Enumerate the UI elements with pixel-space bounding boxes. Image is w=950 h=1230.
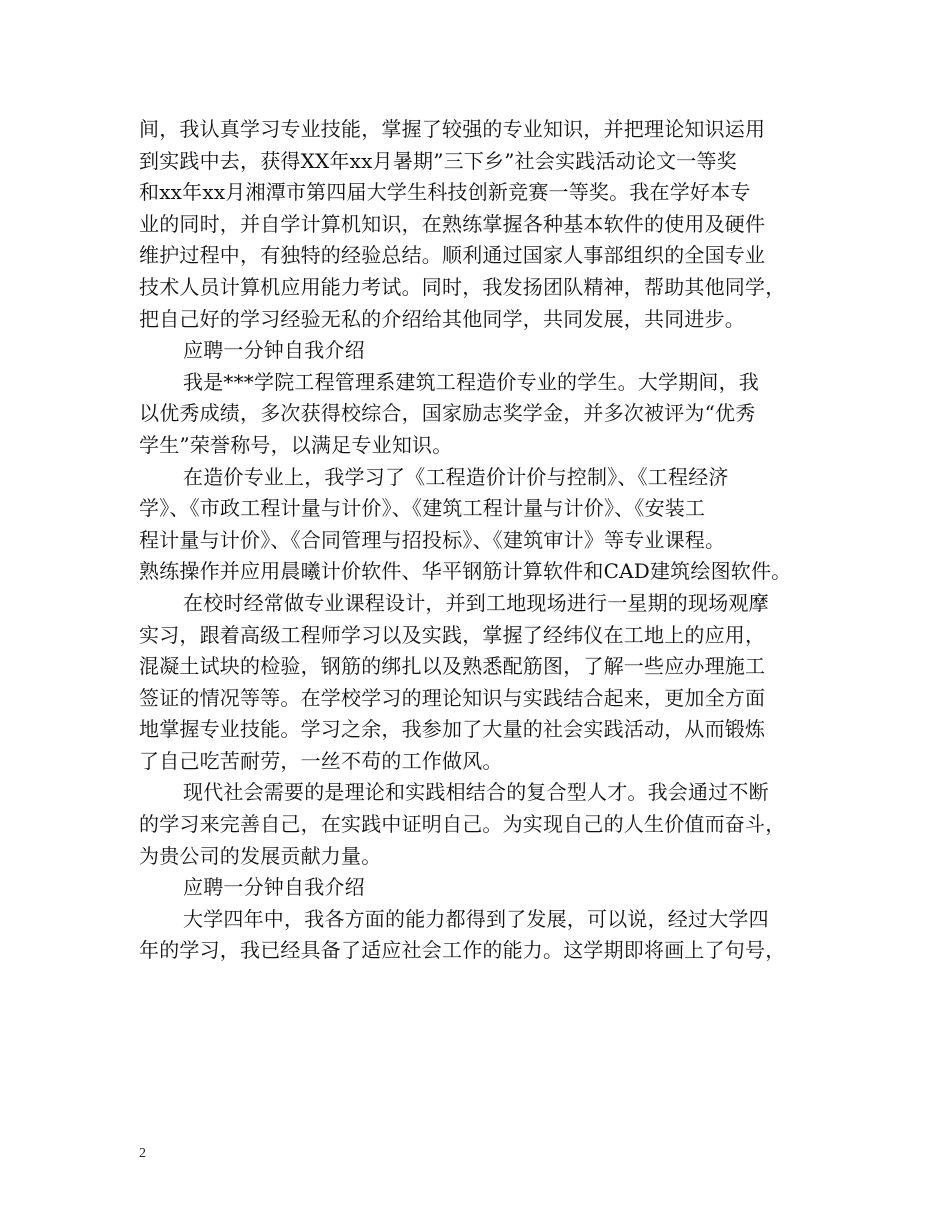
text-line: 在校时经常做专业课程设计，并到工地现场进行一星期的现场观摩 [183, 590, 769, 615]
text-line: 应聘一分钟自我介绍 [183, 338, 365, 363]
text-line: 业的同时，并自学计算机知识，在熟练掌握各种基本软件的使用及硬件 [139, 211, 766, 236]
text-line: 大学四年中，我各方面的能力都得到了发展，可以说，经过大学四 [183, 906, 769, 931]
text-line: 签证的情况等等。在学校学习的理论知识与实践结合起来，更加全方面 [139, 685, 766, 710]
text-line: 以优秀成绩，多次获得校综合，国家励志奖学金，并多次被评为“优秀 [139, 401, 756, 426]
text-line: 技术人员计算机应用能力考试。同时，我发扬团队精神，帮助其他同学， [139, 274, 786, 299]
text-line: 我是***学院工程管理系建筑工程造价专业的学生。大学期间，我 [183, 369, 759, 394]
text-line: 和xx年xx月湘潭市第四届大学生科技创新竞赛一等奖。我在学好本专 [139, 180, 751, 205]
document-body [139, 114, 821, 967]
text-line: 学生”荣誉称号，以满足专业知识。 [139, 432, 453, 457]
text-line: 应聘一分钟自我介绍 [183, 875, 365, 900]
text-line: 在造价专业上，我学习了《工程造价计价与控制》、《工程经济 [183, 464, 729, 489]
page-number: 2 [139, 1146, 146, 1161]
text-line: 实习，跟着高级工程师学习以及实践，掌握了经纬仪在工地上的应用， [139, 622, 766, 647]
text-line: 间，我认真学习专业技能，掌握了较强的专业知识，并把理论知识运用 [139, 117, 766, 141]
text-line: 现代社会需要的是理论和实践相结合的复合型人才。我会通过不断 [183, 780, 769, 805]
text-line: 了自己吃苦耐劳，一丝不苟的工作做风。 [139, 748, 503, 773]
text-line: 的学习来完善自己，在实践中证明自己。为实现自己的人生价值而奋斗， [139, 812, 786, 837]
text-line: 熟练操作并应用晨曦计价软件、华平钢筋计算软件和CAD建筑绘图软件。 [139, 559, 792, 584]
text-line: 为贵公司的发展贡献力量。 [139, 843, 382, 868]
text-line: 年的学习，我已经具备了适应社会工作的能力。这学期即将画上了句号， [139, 938, 786, 963]
text-line: 把自己好的学习经验无私的介绍给其他同学，共同发展，共同进步。 [139, 306, 745, 331]
text-line: 维护过程中，有独特的经验总结。顺利通过国家人事部组织的全国专业 [139, 243, 766, 268]
text-line: 混凝土试块的检验，钢筋的绑扎以及熟悉配筋图，了解一些应办理施工 [139, 654, 766, 679]
text-line: 地掌握专业技能。学习之余，我参加了大量的社会实践活动，从而锻炼 [139, 717, 766, 742]
text-line: 到实践中去，获得XX年xx月暑期”三下乡”社会实践活动论文一等奖 [139, 148, 737, 173]
text-line: 学》、《市政工程计量与计价》、《建筑工程计量与计价》、《安装工 [139, 496, 706, 521]
text-line: 程计量与计价》、《合同管理与招投标》、《建筑审计》等专业课程。 [139, 527, 726, 552]
